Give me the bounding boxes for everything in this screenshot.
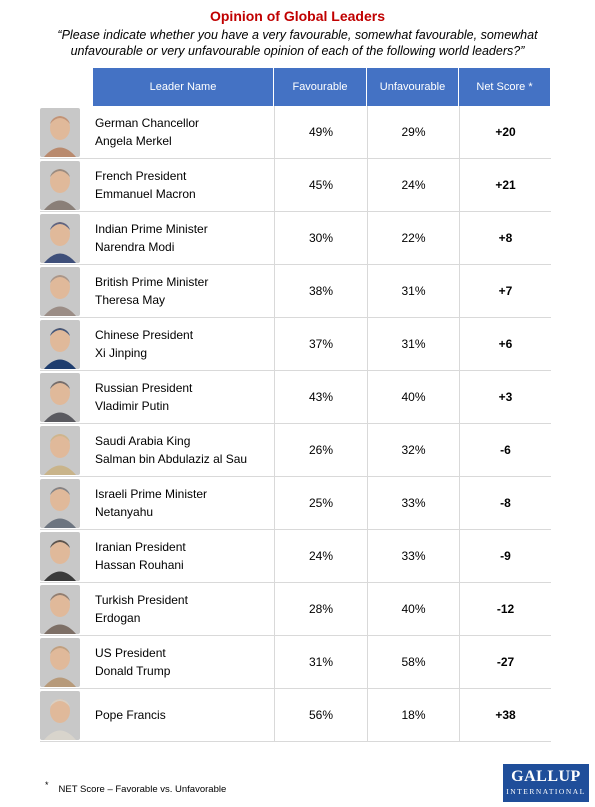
leader-person: Donald Trump xyxy=(95,664,171,678)
table-row xyxy=(40,318,551,371)
leader-photo-icon xyxy=(40,691,80,740)
net-score-value: +7 xyxy=(459,265,551,317)
leader-photo-icon xyxy=(40,161,80,210)
table-row xyxy=(40,689,551,742)
favourable-value: 28% xyxy=(274,583,367,635)
net-score-value: +20 xyxy=(459,106,551,158)
favourable-value: 30% xyxy=(274,212,367,264)
unfavourable-value: 40% xyxy=(367,371,459,423)
net-score-value: +3 xyxy=(459,371,551,423)
leader-photo-icon xyxy=(40,585,80,634)
leader-photo-icon xyxy=(40,214,80,263)
favourable-value: 56% xyxy=(274,689,367,741)
net-score-value: -8 xyxy=(459,477,551,529)
leader-person: Salman bin Abdulaziz al Sau xyxy=(95,452,248,466)
leader-name xyxy=(93,212,274,264)
net-score-value: +8 xyxy=(459,212,551,264)
unfavourable-value: 32% xyxy=(367,424,459,476)
favourable-value: 37% xyxy=(274,318,367,370)
leader-person: Xi Jinping xyxy=(95,346,148,360)
leader-name xyxy=(93,689,274,741)
leader-name xyxy=(93,106,274,158)
net-score-value: +38 xyxy=(459,689,551,741)
net-score-value: -6 xyxy=(459,424,551,476)
leader-name xyxy=(93,583,274,635)
leader-title: Turkish President xyxy=(95,593,188,607)
net-score-value: +21 xyxy=(459,159,551,211)
leader-person: Angela Merkel xyxy=(95,134,172,148)
table-row xyxy=(40,424,551,477)
leader-person: Hassan Rouhani xyxy=(95,558,184,572)
leader-name xyxy=(93,636,274,688)
survey-question: “Please indicate whether you have a very favourable, somewhat favourable, somewhat unfavourable or very unfavourable opinion of each of the following world leaders?” xyxy=(57,28,538,58)
leader-title: British Prime Minister xyxy=(95,275,209,289)
leader-name xyxy=(93,265,274,317)
leader-title: German Chancellor xyxy=(95,116,200,130)
favourable-value: 38% xyxy=(274,265,367,317)
leader-name xyxy=(93,159,274,211)
unfavourable-value: 58% xyxy=(367,636,459,688)
leader-photo-icon xyxy=(40,267,80,316)
favourable-value: 31% xyxy=(274,636,367,688)
net-score-value: +6 xyxy=(459,318,551,370)
unfavourable-value: 24% xyxy=(367,159,459,211)
leader-title: Israeli Prime Minister xyxy=(95,487,208,501)
table-row xyxy=(40,159,551,212)
footnote xyxy=(45,780,226,795)
leader-person: Netanyahu xyxy=(95,505,154,519)
leader-title: Pope Francis xyxy=(95,708,166,722)
unfavourable-value: 31% xyxy=(367,318,459,370)
leader-photo-icon xyxy=(40,108,80,157)
leader-name xyxy=(93,477,274,529)
favourable-value: 43% xyxy=(274,371,367,423)
table-row xyxy=(40,371,551,424)
page-title: Opinion of Global Leaders xyxy=(209,8,385,24)
leader-name xyxy=(93,371,274,423)
leader-person: Vladimir Putin xyxy=(95,399,170,413)
favourable-value: 26% xyxy=(274,424,367,476)
table-row xyxy=(40,530,551,583)
unfavourable-value: 40% xyxy=(367,583,459,635)
net-score-value: -12 xyxy=(459,583,551,635)
table-header xyxy=(93,68,551,106)
leader-name xyxy=(93,530,274,582)
leader-person: Erdogan xyxy=(95,611,141,625)
leader-photo-icon xyxy=(40,532,80,581)
favourable-value: 49% xyxy=(274,106,367,158)
leader-title: French President xyxy=(95,169,187,183)
footnote-bullet: * xyxy=(45,780,49,790)
unfavourable-value: 33% xyxy=(367,477,459,529)
leader-photo-icon xyxy=(40,320,80,369)
logo-sub: INTERNATIONAL xyxy=(506,787,586,796)
gallup-logo xyxy=(503,764,589,802)
unfavourable-value: 31% xyxy=(367,265,459,317)
footnote-text: NET Score – Favorable vs. Unfavorable xyxy=(58,784,227,796)
favourable-value: 24% xyxy=(274,530,367,582)
leader-title: Indian Prime Minister xyxy=(95,222,208,236)
leader-title: Iranian President xyxy=(95,540,186,554)
leader-person: Narendra Modi xyxy=(95,240,175,254)
header-favourable: Favourable xyxy=(274,68,367,106)
unfavourable-value: 33% xyxy=(367,530,459,582)
unfavourable-value: 29% xyxy=(367,106,459,158)
leader-photo-icon xyxy=(40,426,80,475)
table-row xyxy=(40,265,551,318)
logo-name: GALLUP xyxy=(511,768,581,785)
leader-name xyxy=(93,318,274,370)
leader-person: Theresa May xyxy=(95,293,166,307)
leader-person: Emmanuel Macron xyxy=(95,187,196,201)
table-row xyxy=(40,477,551,530)
unfavourable-value: 18% xyxy=(367,689,459,741)
leader-table xyxy=(40,106,551,742)
leader-photo-icon xyxy=(40,373,80,422)
leader-title: Russian President xyxy=(95,381,193,395)
table-row xyxy=(40,106,551,159)
unfavourable-value: 22% xyxy=(367,212,459,264)
leader-title: Chinese President xyxy=(95,328,194,342)
net-score-value: -27 xyxy=(459,636,551,688)
leader-title: US President xyxy=(95,646,166,660)
header-unfavourable: Unfavourable xyxy=(367,68,459,106)
leader-title: Saudi Arabia King xyxy=(95,434,191,448)
header-net-score: Net Score * xyxy=(459,68,551,106)
header-leader-name: Leader Name xyxy=(93,68,274,106)
table-row xyxy=(40,212,551,265)
leader-photo-icon xyxy=(40,638,80,687)
favourable-value: 45% xyxy=(274,159,367,211)
leader-photo-icon xyxy=(40,479,80,528)
favourable-value: 25% xyxy=(274,477,367,529)
table-row xyxy=(40,583,551,636)
net-score-value: -9 xyxy=(459,530,551,582)
leader-name xyxy=(93,424,274,476)
table-row xyxy=(40,636,551,689)
